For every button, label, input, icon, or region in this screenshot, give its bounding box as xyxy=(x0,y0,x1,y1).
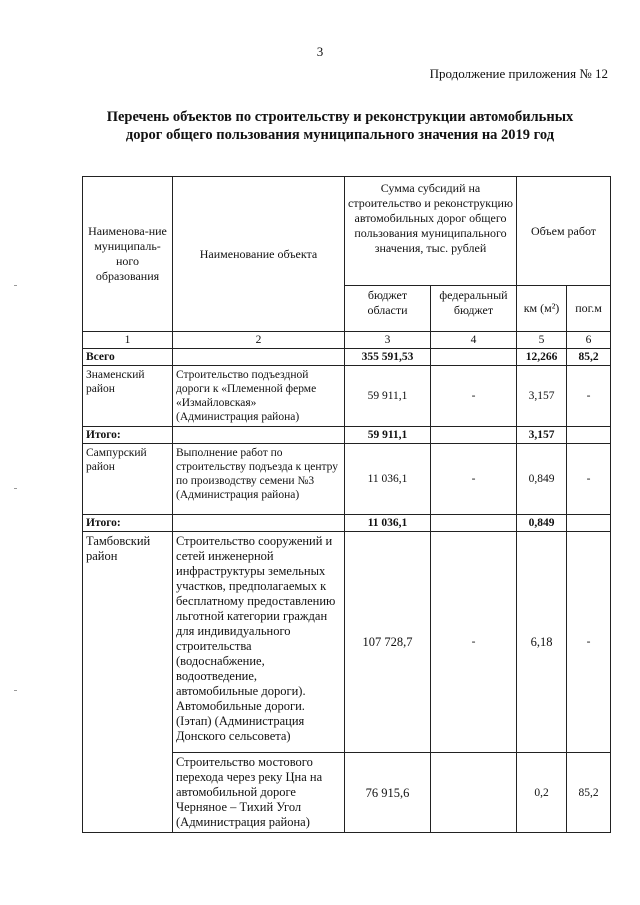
header-km: км (м²) xyxy=(517,286,567,332)
header-federal-budget: федеральный бюджет xyxy=(431,286,517,332)
km-cell: 0,849 xyxy=(517,444,567,515)
linear-cell: - xyxy=(567,532,611,753)
regional-cell: 76 915,6 xyxy=(345,753,431,833)
appendix-continuation: Продолжение приложения № 12 xyxy=(429,66,608,81)
object-cell: Строительство сооружений и сетей инженерной инфраструктуры земельных участков, предполагаемых к бесплатному предоставлению льготной категории граждан для индивидуального строительства (водоснабжение, водоотведение, автомобильные дороги). Автомобильные дороги. (Iэтап) (Администрация Донского сельсовета) xyxy=(173,532,345,753)
linear-cell: - xyxy=(567,366,611,427)
header-municipality: Наименова-ние муниципаль-ного образования xyxy=(83,177,173,332)
object-cell: Выполнение работ по строительству подъезда к центру по производству семени №3 (Администрация района) xyxy=(173,444,345,515)
page-number: 3 xyxy=(316,44,324,59)
scan-margin-mark xyxy=(14,488,17,489)
header-object: Наименование объекта xyxy=(173,177,345,332)
column-number: 2 xyxy=(173,332,345,349)
km-cell: 6,18 xyxy=(517,532,567,753)
title-line-2: дорог общего пользования муниципального значения на 2019 год xyxy=(125,127,555,143)
federal-cell: - xyxy=(431,366,517,427)
municipality-cell: Знаменский район xyxy=(83,366,173,427)
km-cell: 3,157 xyxy=(517,366,567,427)
column-number: 6 xyxy=(567,332,611,349)
table-row xyxy=(83,444,611,515)
scan-margin-mark xyxy=(14,285,17,286)
subtotal-km: 0,849 xyxy=(517,515,567,532)
federal-cell: - xyxy=(431,444,517,515)
municipality-cell: Тамбовский район xyxy=(83,532,173,833)
subtotal-regional: 11 036,1 xyxy=(345,515,431,532)
document-title xyxy=(60,108,620,144)
km-cell: 0,2 xyxy=(517,753,567,833)
object-cell: Строительство подъездной дороги к «Племенной ферме «Измайловская» (Администрация района) xyxy=(173,366,345,427)
column-number: 3 xyxy=(345,332,431,349)
header-volume: Объем работ xyxy=(517,177,611,286)
header-linear-m: пог.м xyxy=(567,286,611,332)
regional-cell: 59 911,1 xyxy=(345,366,431,427)
total-km: 12,266 xyxy=(517,349,567,366)
column-number: 5 xyxy=(517,332,567,349)
regional-cell: 107 728,7 xyxy=(345,532,431,753)
subtotal-row xyxy=(83,515,611,532)
header-row-1 xyxy=(83,177,611,286)
linear-cell: - xyxy=(567,444,611,515)
subtotal-label: Итого: xyxy=(83,427,173,444)
subtotal-label: Итого: xyxy=(83,515,173,532)
linear-cell: 85,2 xyxy=(567,753,611,833)
subtotal-regional: 59 911,1 xyxy=(345,427,431,444)
column-numbers-row xyxy=(83,332,611,349)
column-number: 1 xyxy=(83,332,173,349)
objects-table xyxy=(82,176,611,833)
grand-total-row xyxy=(83,349,611,366)
header-regional-budget: бюджет области xyxy=(345,286,431,332)
object-cell: Строительство мостового перехода через реку Цна на автомобильной дороге Черняное – Тихий Угол (Администрация района) xyxy=(173,753,345,833)
scan-margin-mark xyxy=(14,690,17,691)
table-row xyxy=(83,366,611,427)
header-subsidy: Сумма субсидий на строительство и реконструкцию автомобильных дорог общего пользования муниципального значения, тыс. рублей xyxy=(345,177,517,286)
federal-cell: - xyxy=(431,532,517,753)
municipality-cell: Сампурский район xyxy=(83,444,173,515)
total-label: Всего xyxy=(83,349,173,366)
total-regional: 355 591,53 xyxy=(345,349,431,366)
total-linear: 85,2 xyxy=(567,349,611,366)
column-number: 4 xyxy=(431,332,517,349)
title-line-1: Перечень объектов по строительству и реконструкции автомобильных xyxy=(106,109,574,125)
regional-cell: 11 036,1 xyxy=(345,444,431,515)
table-row xyxy=(83,532,611,753)
federal-cell xyxy=(431,753,517,833)
subtotal-km: 3,157 xyxy=(517,427,567,444)
subtotal-row xyxy=(83,427,611,444)
